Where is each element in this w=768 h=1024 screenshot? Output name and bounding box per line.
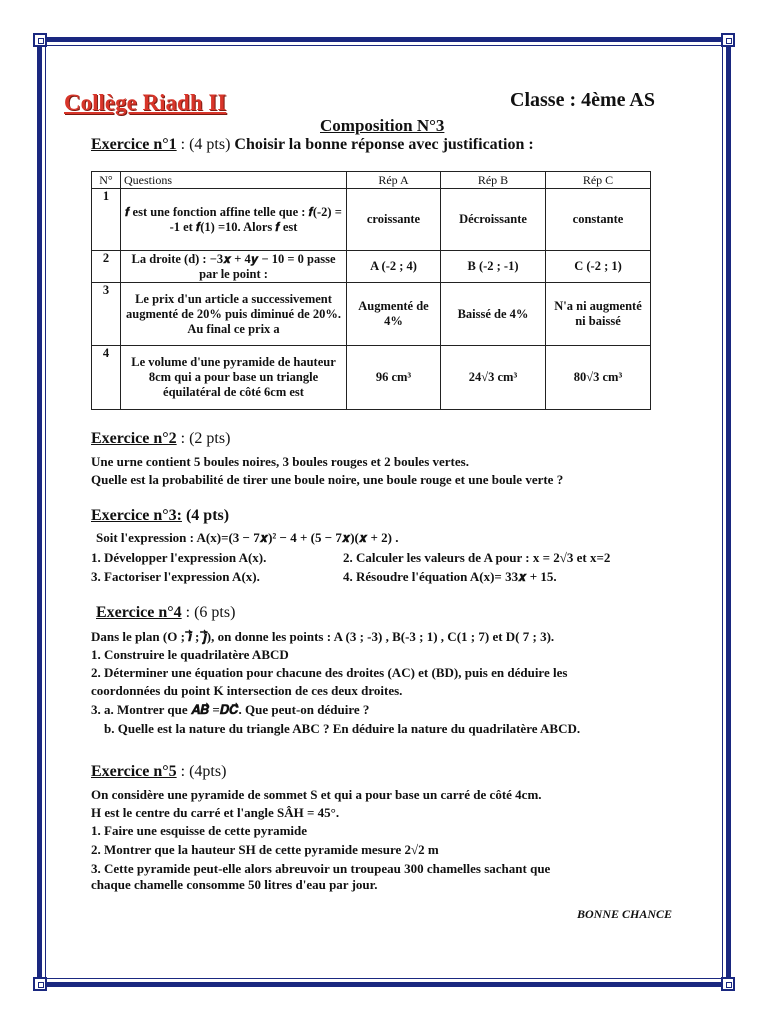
exercise-2-label: Exercice n°2 (91, 430, 177, 447)
header-rep-a: Rép A (347, 172, 441, 189)
row-answer-b: Baissé de 4% (441, 283, 546, 346)
exercise-1-points: : (4 pts) (176, 136, 231, 153)
table-row (92, 251, 651, 283)
row-number: 2 (92, 251, 121, 283)
row-answer-c: 80√3 cm³ (546, 346, 651, 410)
exercise-5-line: 3. Cette pyramide peut-elle alors abreuvoir un troupeau 300 chamelles sachant que (91, 861, 551, 876)
exercise-4-line: 1. Construire le quadrilatère ABCD (91, 647, 289, 662)
school-name: Collège Riadh II (64, 90, 227, 115)
row-question: Le prix d'un article a successivement augmenté de 20% puis diminué de 20%. Au final ce prix a (121, 283, 347, 346)
row-number: 3 (92, 283, 121, 346)
exercise-3-q1: 1. Développer l'expression A(x). (91, 550, 267, 565)
exercise-3-q4: 4. Résoudre l'équation A(x)= 33𝒙 + 15. (343, 569, 557, 584)
exercise-3-q3: 3. Factoriser l'expression A(x). (91, 569, 260, 584)
table-row (92, 346, 651, 410)
table-row (92, 189, 651, 251)
row-answer-c: constante (546, 189, 651, 251)
row-answer-c: N'a ni augmenté ni baissé (546, 283, 651, 346)
row-answer-a: croissante (347, 189, 441, 251)
row-number: 4 (92, 346, 121, 410)
exercise-4-title (96, 604, 235, 622)
closing-text: BONNE CHANCE (577, 907, 673, 921)
exercise-5-line: 1. Faire une esquisse de cette pyramide (91, 823, 308, 838)
exercise-5-line: chaque chamelle consomme 50 litres d'eau par jour. (91, 877, 378, 892)
row-answer-c: C (-2 ; 1) (546, 251, 651, 283)
exercise-3-label: Exercice n°3: (91, 507, 182, 524)
header-rep-b: Rép B (441, 172, 546, 189)
exercise-2-title (91, 430, 230, 448)
header-questions: Questions (121, 172, 347, 189)
exercise-1-title (91, 136, 534, 154)
exercise-4-line: 3. a. Montrer que 𝑨𝑩⃗ =𝑫𝑪⃗. Que peut-on déduire ? (91, 702, 370, 717)
exercise-2-line: Une urne contient 5 boules noires, 3 boules rouges et 2 boules vertes. (91, 454, 469, 469)
row-answer-b: 24√3 cm³ (441, 346, 546, 410)
row-answer-a: 96 cm³ (347, 346, 441, 410)
row-question: Le volume d'une pyramide de hauteur 8cm qui a pour base un triangle équilatéral de côté 6cm est (121, 346, 347, 410)
exercise-3-title (91, 507, 229, 525)
exercise-3-expression: Soit l'expression : A(x)=(3 − 7𝒙)² − 4 + (5 − 7𝒙)(𝒙 + 2) . (96, 530, 399, 545)
exercise-5-line: On considère une pyramide de sommet S et qui a pour base un carré de côté 4cm. (91, 787, 542, 802)
exercise-5-line: H est le centre du carré et l'angle SÂH = 45°. (91, 805, 340, 820)
row-answer-b: Décroissante (441, 189, 546, 251)
row-question: La droite (d) : −3𝒙 + 4𝒚 − 10 = 0 passe par le point : (121, 251, 347, 283)
exercise-4-line: Dans le plan (O ; 𝒊⃗ ; 𝒋⃗), on donne les points : A (3 ; -3) , B(-3 ; 1) , C(1 ; 7) et D( 7 ; 3). (91, 629, 555, 644)
row-answer-b: B (-2 ; -1) (441, 251, 546, 283)
header-num: N° (92, 172, 121, 189)
exercise-4-line: 2. Déterminer une équation pour chacune des droites (AC) et (BD), puis en déduire les (91, 665, 568, 680)
composition-title: Composition N°3 (320, 116, 445, 135)
row-answer-a: A (-2 ; 4) (347, 251, 441, 283)
table-row (92, 283, 651, 346)
corner-ornament (721, 977, 735, 991)
row-question: 𝒇 est une fonction affine telle que : 𝒇(-2) = -1 et 𝒇(1) =10. Alors 𝒇 est (121, 189, 347, 251)
row-number: 1 (92, 189, 121, 251)
exercise-5-points: : (4pts) (176, 763, 227, 780)
exercise-1-instruction: Choisir la bonne réponse avec justification : (230, 136, 534, 153)
exercise-2-line: Quelle est la probabilité de tirer une boule noire, une boule rouge et une boule verte ? (91, 472, 564, 487)
header-rep-c: Rép C (546, 172, 651, 189)
exercise-4-points: : (6 pts) (181, 604, 236, 621)
exercise-5-title (91, 763, 226, 781)
exercise-5-line: 2. Montrer que la hauteur SH de cette pyramide mesure 2√2 m (91, 842, 439, 857)
exercise-1-label: Exercice n°1 (91, 136, 177, 153)
corner-ornament (33, 977, 47, 991)
table-header-row (92, 172, 651, 189)
exercise-4-line: b. Quelle est la nature du triangle ABC ? En déduire la nature du quadrilatère ABCD. (91, 721, 581, 736)
exercise-4-label: Exercice n°4 (96, 604, 182, 621)
exercise-3-q2: 2. Calculer les valeurs de A pour : x = 2√3 et x=2 (343, 550, 611, 565)
corner-ornament (33, 33, 47, 47)
exercise-4-line: coordonnées du point K intersection de ces deux droites. (91, 683, 403, 698)
exercise-2-points: : (2 pts) (176, 430, 231, 447)
exercise-5-label: Exercice n°5 (91, 763, 177, 780)
corner-ornament (721, 33, 735, 47)
row-answer-a: Augmenté de 4% (347, 283, 441, 346)
mcq-table (91, 171, 651, 410)
exercise-3-points: (4 pts) (181, 507, 230, 524)
class-label: Classe : 4ème AS (510, 89, 655, 111)
